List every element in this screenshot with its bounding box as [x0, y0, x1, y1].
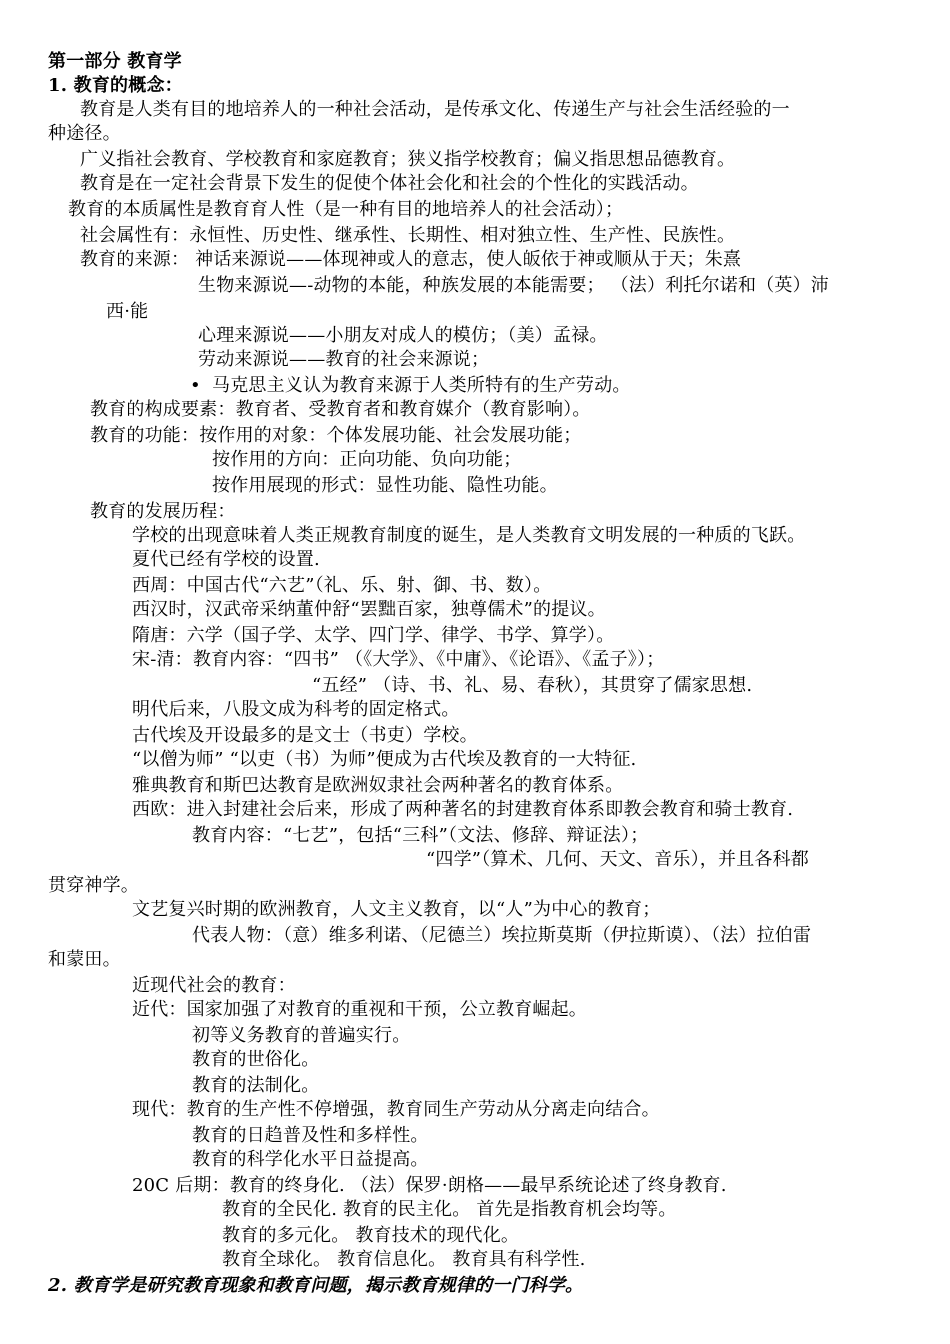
- section-2-heading: 2. 教育学是研究教育现象和教育问题，揭示教育规律的一门科学。: [48, 1275, 584, 1296]
- origin-line-3: 心理来源说——小朋友对成人的模仿；（美）孟禄。: [198, 325, 608, 346]
- late-20c-line-3: 教育的多元化。 教育技术的现代化。: [222, 1225, 520, 1246]
- suitang-line: 隋唐：六学（国子学、太学、四门学、律学、书学、算学）。: [132, 625, 615, 646]
- origin-line-2: 生物来源说—-动物的本能，种族发展的本能需要； （法）利托尔诺和（英）沛: [198, 275, 830, 296]
- xiandai-line-3: 教育的科学化水平日益提高。: [192, 1149, 429, 1170]
- origin-line-1: 教育的来源： 神话来源说——体现神或人的意志，使人皈依于神或顺从于天；朱熹: [80, 249, 742, 270]
- late-20c-line-1: 20C 后期：教育的终身化. （法）保罗·朗格——最早系统论述了终身教育.: [132, 1175, 727, 1196]
- representatives-line-2: 和蒙田。: [48, 949, 121, 970]
- song-qing-line-2: “五经” （诗、书、礼、易、春秋），其贯穿了儒家思想.: [312, 675, 753, 696]
- broad-narrow-line: 广义指社会教育、学校教育和家庭教育；狭义指学校教育；偏义指思想品德教育。: [80, 149, 736, 170]
- jindai-line-1: 近代：国家加强了对教育的重视和干预，公立教育崛起。: [132, 999, 587, 1020]
- late-20c-line-2: 教育的全民化. 教育的民主化。 首先是指教育机会均等。: [222, 1199, 677, 1220]
- jindai-line-4: 教育的法制化。: [192, 1075, 320, 1096]
- seven-arts-line: 教育内容：“七艺”，包括“三科”（文法、修辞、辩证法）；: [192, 825, 649, 846]
- xihan-line: 西汉时，汉武帝采纳董仲舒“罢黜百家，独尊儒术”的提议。: [132, 599, 606, 620]
- definition-line-2: 种途径。: [48, 123, 121, 144]
- school-line: 学校的出现意味着人类正规教育制度的诞生，是人类教育文明发展的一种质的飞跃。: [132, 525, 806, 546]
- essence-line: 教育的本质属性是教育育人性（是一种有目的地培养人的社会活动）；: [68, 199, 624, 220]
- practice-line: 教育是在一定社会背景下发生的促使个体社会化和社会的个性化的实践活动。: [80, 173, 699, 194]
- four-studies-line: “四学”（算术、几何、天文、音乐），并且各科都: [426, 849, 810, 870]
- xia-line: 夏代已经有学校的设置.: [132, 549, 320, 570]
- renaissance-line: 文艺复兴时期的欧洲教育，人文主义教育，以“人”为中心的教育；: [132, 899, 661, 920]
- origin-line-2-cont: 西·能: [106, 301, 149, 322]
- bullet-icon: •: [190, 375, 201, 396]
- elements-line: 教育的构成要素：教育者、受教育者和教育媒介（教育影响）。: [90, 399, 591, 420]
- origin-line-5-text: 马克思主义认为教育来源于人类所特有的生产劳动。: [212, 375, 631, 396]
- song-qing-line-1: 宋-清：教育内容：“四书” （《大学》、《中庸》、《论语》、《孟子》）；: [132, 649, 665, 670]
- theology-line: 贯穿神学。: [48, 875, 139, 896]
- part-title: 第一部分 教育学: [48, 51, 182, 72]
- history-heading: 教育的发展历程：: [90, 501, 236, 522]
- function-line-1: 教育的功能：按作用的对象：个体发展功能、社会发展功能；: [90, 425, 582, 446]
- ming-line: 明代后来，八股文成为科考的固定格式。: [132, 699, 460, 720]
- jindai-line-3: 教育的世俗化。: [192, 1049, 320, 1070]
- xiandai-line-1: 现代：教育的生产性不停增强，教育同生产劳动从分离走向结合。: [132, 1099, 660, 1120]
- representatives-line-1: 代表人物：（意）维多利诺、（尼德兰）埃拉斯莫斯（伊拉斯谟）、（法）拉伯雷: [192, 925, 812, 946]
- function-line-3: 按作用展现的形式：显性功能、隐性功能。: [212, 475, 558, 496]
- jindai-line-2: 初等义务教育的普遍实行。: [192, 1025, 411, 1046]
- social-attribute-line: 社会属性有：永恒性、历史性、继承性、长期性、相对独立性、生产性、民族性。: [80, 225, 736, 246]
- definition-line-1: 教育是人类有目的地培养人的一种社会活动，是传承文化、传递生产与社会生活经验的一: [80, 99, 790, 120]
- egypt-line-1: 古代埃及开设最多的是文士（书吏）学校。: [132, 725, 478, 746]
- section-1-heading: 1. 教育的概念：: [48, 75, 183, 96]
- xiandai-line-2: 教育的日趋普及性和多样性。: [192, 1125, 429, 1146]
- origin-line-5: [190, 374, 631, 398]
- egypt-line-2: “以僧为师” “以吏（书）为师”便成为古代埃及教育的一大特征.: [132, 749, 637, 770]
- modern-heading: 近现代社会的教育：: [132, 975, 296, 996]
- late-20c-line-4: 教育全球化。 教育信息化。 教育具有科学性.: [222, 1249, 586, 1270]
- athens-sparta-line: 雅典教育和斯巴达教育是欧洲奴隶社会两种著名的教育体系。: [132, 775, 624, 796]
- xizhou-line: 西周：中国古代“六艺”（礼、乐、射、御、书、数）。: [132, 575, 552, 596]
- function-line-2: 按作用的方向：正向功能、负向功能；: [212, 449, 522, 470]
- origin-line-4: 劳动来源说——教育的社会来源说；: [198, 349, 490, 370]
- xiou-line: 西欧：进入封建社会后来，形成了两种著名的封建教育体系即教会教育和骑士教育.: [132, 799, 794, 820]
